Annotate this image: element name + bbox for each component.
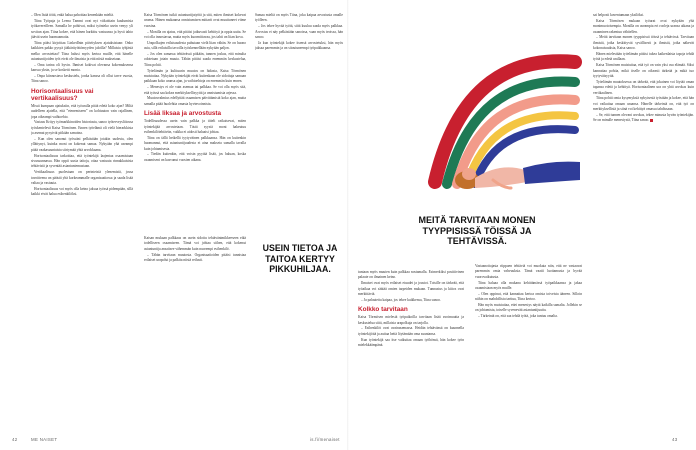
paragraph: Tiina Työpaja ja Leena Tammi ovat nyt viikoittain kuulumisia työkavereilleen. Samalla he pohtivat, miksi työnteko usein venyy yli sovitun ajan. Tiina kokee, että hänen harkittu vastuunsa ja hyvä tahto jäävät usein huomaamatta.: [31, 18, 133, 40]
page-number-left: 42: [12, 437, 18, 442]
section-heading: Kolkko tarvitaan: [358, 306, 408, 314]
paragraph: Missä kumpaan ajatuksiin, että työuralla pitää edetä koko ajan? Miltä uudelleen ajatella, että ”etenemiseen” on kohtuuton vain rajallinen, jopa oikeampi vaihtoehto.: [31, 103, 133, 119]
paragraph: Työelämän muutoksessa on tärkeää, että jokainen voi löytää oman tapansa edetä ja kehittyä. Horisontaalinen ura on yhtä arvokas kuin vertikaalinen.: [593, 79, 694, 95]
paragraph: Tiina pääsi kirjoittaa LinkedInin päivityksen ajatuksistaan: Onko kaikkien pakko pysyä jääkärityöttömyyden jaloilla? Millaisia tyhjästä melko arvostettaa? Tiina halusi myös kertoa muille, että hänelle asiantuntijoiden työt eivät ole ilmaisia ja että niistä maksetaan.: [31, 40, 133, 62]
paragraph: – Olen oppinut, että kannattaa kertoa omista toiveista ääneen. Silloin niihin on mahdollista tarttua, Tiina kertoo.: [475, 291, 582, 302]
pants: [523, 162, 580, 184]
closing-quote: – Se, että tunnen olevani arvokas, tekee minusta hyvän työntekijän. Se on minulle menestystä, Tiina sanoo.: [593, 113, 694, 123]
paragraph: Kun työntekijä saa itse vaikuttaa omaan työhönsä, hän kokee työn mielekkäämpänä.: [358, 337, 464, 348]
face: [462, 168, 476, 180]
paragraph: Horisontaalisuus tarkoittaa, että työntekijä laajentaa osaamistaan sivusuunnassa. Hän oppii uusia taitoja, ottaa vastuuta rinnakkaisista tehtävistä ja syventää asiantuntemustaan.: [31, 153, 133, 169]
paragraph: Kaisa Törmösen mielestä työpaikoilla tarvitaan lisää avoimuutta ja keskustelua siitä, millaisia urapolkuja on tarjolla.: [358, 315, 464, 325]
paragraph: Kaisa Törmönen muistuttaa, että työ on vain yksi osa elämää. Siksi kannattaa pohtia, mikä itselle on oikeasti tärkeää ja mikä tuo tyytyväisyyttä.: [593, 63, 694, 79]
section-heading: Lisää liksaa ja arvostusta: [144, 110, 222, 118]
paragraph: – Tähän tarvitaan muutosta. Organisaatioiden pitäisi tunnistaa erilaiset urapolut ja palkita niistä reilusti.: [144, 252, 246, 263]
paragraph: – Jos tekee hyvää työtä, siitä kuuluu saada myös palkkaa. Arvostus ei näy pelkästään sanoissa, vaan myös teoissa, hän sanoo.: [255, 24, 343, 40]
page-fold: [347, 0, 349, 450]
paragraph: – Oma tarina oli hyvin. Ihmiset kokivat olevansa kokemuksensa kanssa yksin, ja se kosketti monia.: [31, 62, 133, 73]
article-column-4: [358, 270, 464, 435]
paragraph: Ilmaiset ovat myös erilaiset etuudet ja joustot. Toisille on tärkeää, että työaikaa voi säätää omien tarpeiden mukaan. Tunnustus ja kiitos ovat merkittäviä.: [358, 281, 464, 297]
pull-quote-right: MEITÄ TARVITAAN MONEN TYYPPISISSÄ TÖISSÄ JA TEHTÄVISSÄ.: [418, 215, 536, 247]
paragraph: – Kun olen sanonut työssäni pelkästään jotakin uudesta, olen yllättynyt, kuinka moni on kokenut samaa. Nykyään yhä useampi pitää vaakasuuntaista siirtymää yhtä arvokkaana.: [31, 137, 133, 152]
paragraph: Tiina haluaa olla mukana kehittämässä työpaikkaansa ja jakaa osaamistaan myös muille.: [475, 280, 582, 291]
paragraph: – Jos olen samassa tehtävässä pitkään, tunnen joskus, että minulta odotetaan jotain muuta. Tähän pitäisi saada enemmän keskustelua, Tiina pohtii.: [144, 52, 246, 67]
woman-rainbow-illustration: [375, 12, 585, 212]
paragraph: Tiina pohtii omia kysymyksiä nykyisestä työstään ja kokee, että hän voi vaikuttaa omaan uraansa. Hänelle tärkeintä on, että työ on merkityksellistä ja siinä voi kehittyä omassa tahdissaan.: [593, 96, 694, 112]
article-column-3: [255, 13, 343, 235]
article-column-1: [31, 13, 133, 413]
paragraph: – Ja palautetta kaipaa, jos tekee kaikkensa, Tiina sanoo.: [361, 297, 441, 302]
paragraph: – Tärkeintä on, että saa tehdä työtä, joka tuntuu omalta.: [478, 314, 558, 319]
paragraph: – Tiedän kuitenkin, että voisin pyytää lisää, jos haluan, koska osaamiseni on kasvanut vuosien aikana.: [144, 152, 246, 162]
paragraph: – Esihenkilöt ovat avainasemassa. Heidän tehtävänsä on kuunnella työntekijöitä ja auttaa heitä löytämään oma suuntansa.: [358, 326, 464, 336]
paragraph: Urapolkujen erilaisuudesta puhutaan vielä liian vähän. Se on huono asia, sillä erilaisilla tavoilla työskennellään nykyään paljon.: [144, 40, 246, 51]
pull-quote-left: USEIN TIETOA JA TAITOA KERTYY PIKKUHILJAA.: [262, 243, 338, 274]
magazine-name: ME NAISET: [31, 437, 58, 442]
end-mark-icon: [650, 119, 653, 122]
paragraph: Muutosvalmius edellyttää osaamisen päivittämistä koko ajan, mutta samalla pitää huolehtia omasta hyvinvoinnista.: [144, 96, 246, 106]
paragraph: [593, 113, 694, 124]
article-column-5: [475, 264, 582, 434]
paragraph: tuntaan myös muuten kuin palkkaa nostamalla. Esimerkiksi positiivinen palaute on ilmainen keino.: [358, 270, 464, 280]
paragraph: Työelämän ja kulttuurin muutos on hidasta, Kaisa Törmönen muistuttaa. Nykyään työntekijät eivät kuitenkaan ole sidottuja samaan paikkaan koko uransa ajan, ja vaihtoehtoja on enemmän kuin ennen.: [144, 68, 246, 84]
paragraph: – Menestys ei ole vain asemaa tai palkkaa. Se voi olla myös sitä, että työssä saa kokea merkityksellisyyttä ja onnistumisia arjessa.: [144, 85, 246, 95]
paragraph: Kaisa Törmönen tutkii asiantuntijatyötä ja sitä, miten ihmiset kokevat uransa. Hänen mukaansa onnistumisen mittarit ovat muuttuneet viime vuosina.: [144, 13, 246, 28]
paragraph: Tiina on tällä hetkellä tyytyväinen palkkaansa. Hän on kuitenkin huomannut, että asiantuntijuudesta ei aina makseta samalla tavalla kuin johtamisesta.: [144, 135, 246, 151]
paragraph: Vertikaalisuus puolestaan on perinteistä ylenemistä, jossa tavoitteena on päästä yhä korkeammalle organisaatiossa ja saada lisää valtaa ja vastuuta.: [31, 170, 133, 186]
paragraph: – Meitä tarvitaan monen tyyppisissä töissä ja tehtävissä. Tarvitaan ihmisiä, jotka keskittyvät syvällisesti ja ihmisiä, jotka näkevät kokonaisuuksia, Kaisa sanoo.: [593, 35, 694, 51]
paragraph: Todellisuudessa usein vain palkka ja titteli ratkaisevat, miten työntekijää arvostetaan. Tästä syystä moni hakeutuu esihenkilötehtäviin, vaikka ei aidosti haluaisi johtaa.: [144, 119, 246, 135]
paragraph: Vastaanottajasta riippuen tehtäviä voi muokata niin, että ne vastaavat paremmin omia vahvuuksia. Tämä vaatii luottamusta ja hyvää vuorovaikutusta.: [475, 264, 582, 279]
paragraph: Ja kun työntekijä kokee itsensä arvostetuksi, hän myös jaksaa paremmin ja on sitoutuneempi työpaikkaansa.: [255, 40, 343, 51]
paragraph: Kaisan mukaan palkkaus on usein sidottu tehtävänimikkeeseen eikä todelliseen osaamiseen. Tämä voi johtaa siihen, että kokenut asiantuntija ansaitsee vähemmän kuin nuorempi esihenkilö.: [144, 236, 246, 251]
paragraph: Hänen mielestään työelämän pitäisi tukea kaikenlaisia tapoja tehdä työtä ja edetä urallaan.: [593, 52, 694, 62]
section-heading: Horisontaalisuus vai vertikaalisuus?: [31, 87, 94, 102]
paragraph: – Onpa kiinnostava keskustelu, jonka kanssa oli ollut tarve vuosia, Tiina sanoo.: [31, 74, 133, 84]
article-column-6: [593, 13, 694, 435]
paragraph: Samaa mieltä on myös Tiina, joka kaipaa arvostusta omalle työlleen.: [255, 13, 343, 23]
paragraph: Horisontaalisuus voi myös olla keino jaksaa työssä pidempään, sillä kaikki eivät halua esihenkilöksi.: [31, 186, 133, 197]
article-column-2-lower: [144, 236, 246, 436]
article-column-2: [144, 13, 246, 235]
page-number-right: 43: [672, 437, 678, 442]
paragraph: – Olen lisää töitä, enkä halua pahoittaa kenenkään mieltä.: [31, 13, 114, 17]
paragraph: Kaisa Törmösen mukaan työurat ovat nykyään yhä monimuotoisempia. Monilla on useampia eri rooleja uransa aikana ja osaaminen rakentuu vähitellen.: [593, 18, 694, 34]
website-url: is.fi/menaiset: [310, 437, 340, 442]
paragraph: sai helposti kaventumaan yksilöksi.: [593, 13, 645, 17]
paragraph: Vastaus Krityy työmarkkinoiden historiasta, sanoo työterveysliitossa työskentelevä Kaisa Törmönen. Ennen työelämä oli vielä hierarkkista ja asemat pysyivät pitkään samoina.: [31, 120, 133, 136]
paragraph: Hän myös muistuttaa, ettei menestys näytä kaikilla samalta. Jollekin se on johtamista, toiselle syvenevää asiantuntijuutta.: [475, 303, 582, 313]
paragraph: – Monilla on ajatus, että pitäisi jatkuvasti kehittyä ja oppia uutta. Se voi olla innostavaa, mutta myös kuormittavaa, jos tahti on liian kova.: [144, 29, 246, 40]
